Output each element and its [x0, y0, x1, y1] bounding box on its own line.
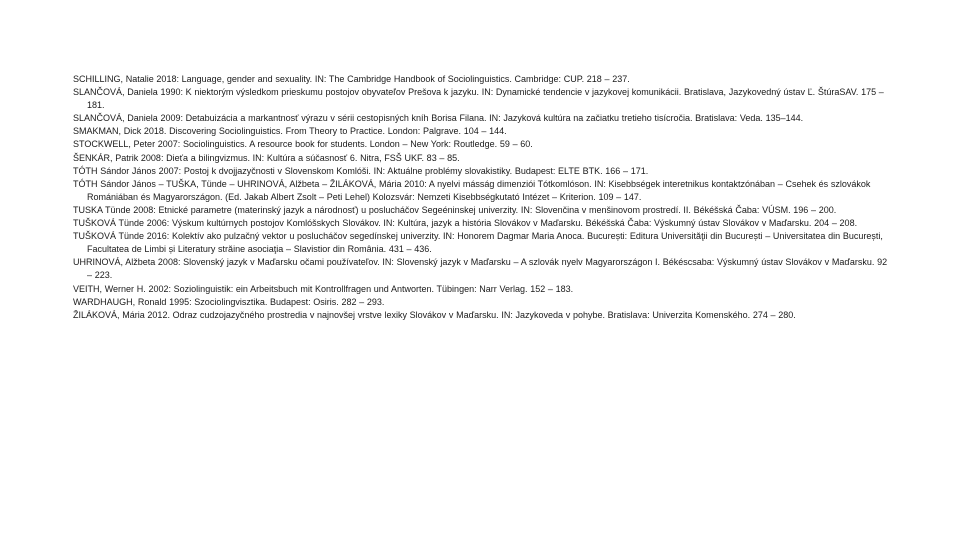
reference-entry: WARDHAUGH, Ronald 1995: Szociolingvisztika. Budapest: Osiris. 282 – 293.	[73, 296, 385, 307]
reference-entry: SLANČOVÁ, Daniela 2009: Detabuizácia a markantnosť výrazu v sérii cestopisných kníh Borisa Filana. IN: Jazyková kultúra na začiatku tretieho tisícročia. Bratislava: Veda. 135–144.	[73, 113, 804, 124]
reference-entry: TÓTH Sándor János 2007: Postoj k dvojjazyčnosti v Slovenskom Komlóši. IN: Aktuálne problémy slovakistiky. Budapest: ELTE BTK. 166 – 171.	[73, 165, 649, 176]
reference-entry: UHRINOVÁ, Alžbeta 2008: Slovenský jazyk v Maďarsku očami používateľov. IN: Slovenský jazyk v Maďarsku – A szlovák nyelv Magyarországon I. Békéscsaba: Výskumný ústav Slovákov v Maďarsku. 92 – 223.	[73, 257, 888, 281]
reference-entry: STOCKWELL, Peter 2007: Sociolinguistics. A resource book for students. London – New York: Routledge. 59 – 60.	[73, 139, 533, 150]
reference-entry: SLANČOVÁ, Daniela 1990: K niektorým výsledkom prieskumu postojov obyvateľov Prešova k jazyku. IN: Dynamické tendencie v jazykovej komunikácii. Bratislava, Jazykovedný ústav Ľ. ŠtúraSAV. 175 – 181.	[73, 87, 884, 111]
reference-entry: VEITH, Werner H. 2002: Soziolinguistik: ein Arbeitsbuch mit Kontrollfragen und Antworten. Tübingen: Narr Verlag. 152 – 183.	[73, 283, 574, 294]
reference-entry: TUSKA Tünde 2008: Etnické parametre (materinský jazyk a národnosť) u poslucháčov Segeéninskej univerzity. IN: Slovenčina v menšinovom prostredí. II. Békéšská Čaba: VÚSM. 196 – 200.	[73, 204, 837, 215]
reference-entry: ŠENKÁR, Patrik 2008: Dieťa a bilingvizmus. IN: Kultúra a súčasnosť 6. Nitra, FSŠ UKF. 83 – 85.	[73, 152, 460, 163]
reference-entry: TUŠKOVÁ Tünde 2016: Kolektív ako pulzačný vektor u poslucháčov segedínskej univerzity. IN: Honorem Dagmar Maria Anoca. București: Editura Universităţii din București – Universitatea din București, Facultatea de Limbi și Literatury străine asociaţia – Slavistior din România. 431 – 436.	[73, 231, 883, 255]
reference-entry: ŽILÁKOVÁ, Mária 2012. Odraz cudzojazyčného prostredia v najnovšej vrstve lexiky Slovákov v Maďarsku. IN: Jazykoveda v pohybe. Bratislava: Univerzita Komenského. 274 – 280.	[73, 309, 796, 320]
reference-list	[73, 73, 888, 322]
reference-entry: SMAKMAN, Dick 2018. Discovering Sociolinguistics. From Theory to Practice. London: Palgrave. 104 – 144.	[73, 126, 507, 137]
reference-entry: SCHILLING, Natalie 2018: Language, gender and sexuality. IN: The Cambridge Handbook of Sociolinguistics. Cambridge: CUP. 218 – 237.	[73, 74, 630, 84]
reference-entry: TUŠKOVÁ Tünde 2006: Výskum kultúrnych postojov Komlóšskych Slovákov. IN: Kultúra, jazyk a história Slovákov v Maďarsku. Békéšská Čaba: Výskumný ústav Slovákov v Maďarsku. 204 – 208.	[73, 218, 858, 229]
reference-entry: TÓTH Sándor János – TUŠKA, Tünde – UHRINOVÁ, Alžbeta – ŽILÁKOVÁ, Mária 2010: A nyelvi másság dimenziói Tótkomlóson. IN: Kisebbségek interetnikus kontaktzónában – Csehek és szlovákok Romániában és Magyarországon. (Ed. Jakab Albert Zsolt – Peti Lehel) Kolozsvár: Nemzeti Kisebbségkutató Intézet – Kriterion. 109 – 147.	[73, 178, 871, 202]
